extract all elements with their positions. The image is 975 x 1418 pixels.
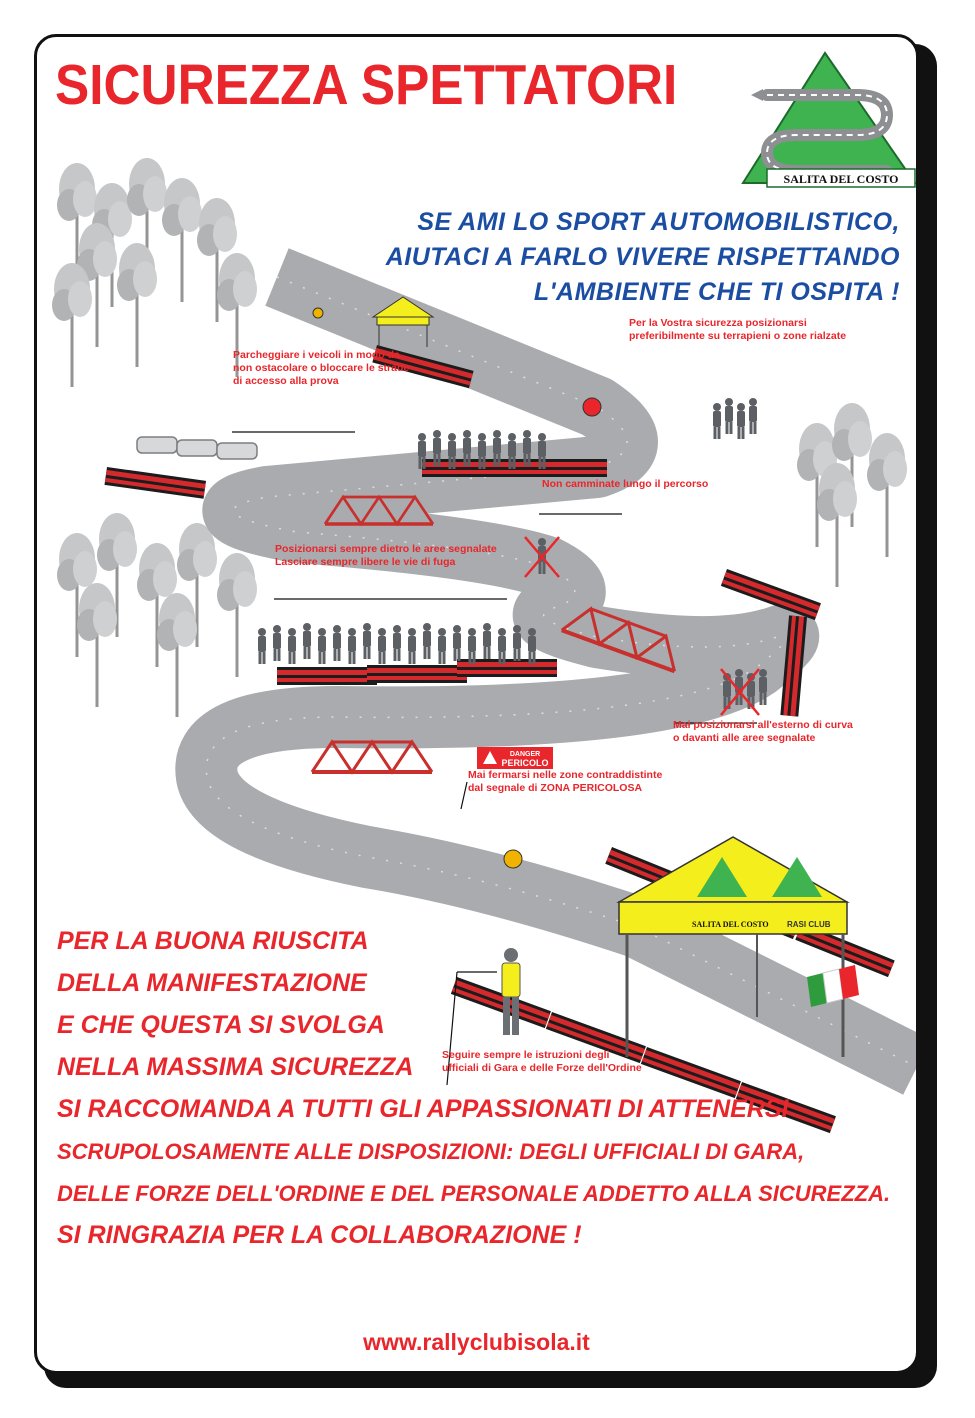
note-danger-zone: Mai fermarsi nelle zone contraddistinte dal segnale di ZONA PERICOLOSA — [468, 769, 663, 794]
note-outside-curve: Mai posizionarsi all'esterno di curva o davanti alle aree segnalate — [673, 719, 853, 744]
note-no-walking: Non camminate lungo il percorso — [542, 478, 709, 490]
appeal-line: PER LA BUONA RIUSCITA — [57, 927, 369, 955]
appeal-text — [57, 927, 890, 1250]
danger-sign-bottom: PERICOLO — [501, 758, 549, 768]
parked-cars-icon — [137, 437, 257, 459]
road-sign-icon — [583, 398, 601, 416]
appeal-line: SCRUPOLOSAMENTE ALLE DISPOSIZIONI: DEGLI UFFICIALI DI GARA, — [57, 1139, 805, 1164]
logo-text: SALITA DEL COSTO — [783, 172, 899, 186]
trees-left-top — [52, 158, 257, 387]
page-title: SICUREZZA SPETTATORI — [55, 53, 678, 117]
road-sign-icon — [313, 308, 323, 318]
note-parking: Parcheggiare i veicoli in modo da non ostacolare o bloccare le strade di accesso alla prova — [233, 349, 410, 387]
tent-club: RASI CLUB — [787, 920, 831, 929]
appeal-line: SI RACCOMANDA A TUTTI GLI APPASSIONATI DI ATTENERSI — [57, 1095, 789, 1123]
appeal-line: DELLE FORZE DELL'ORDINE E DEL PERSONALE ADDETTO ALLA SICUREZZA. — [57, 1181, 891, 1206]
tagline-line: L'AMBIENTE CHE TI OSPITA ! — [533, 278, 900, 306]
road-sign-icon — [504, 850, 522, 868]
website-link[interactable]: www.rallyclubisola.it — [363, 1329, 590, 1355]
appeal-line: E CHE QUESTA SI SVOLGA — [57, 1011, 385, 1039]
appeal-line: NELLA MASSIMA SICUREZZA — [57, 1053, 414, 1081]
danger-sign — [477, 747, 553, 769]
tagline-line: AIUTACI A FARLO VIVERE RISPETTANDO — [385, 243, 900, 271]
appeal-line: DELLA MANIFESTAZIONE — [57, 969, 367, 997]
safety-poster — [34, 34, 919, 1374]
tagline-line: SE AMI LO SPORT AUTOMOBILISTICO, — [417, 208, 900, 236]
spectators-crowd — [258, 623, 536, 664]
note-officials: Seguire sempre le istruzioni degli ufficiali di Gara e delle Forze dell'Ordine — [442, 1049, 642, 1074]
tent-label: SALITA DEL COSTO — [692, 920, 769, 929]
note-stay-behind: Posizionarsi sempre dietro le aree segnalate Lasciare sempre libere le vie di fuga — [275, 543, 497, 568]
appeal-line: SI RINGRAZIA PER LA COLLABORAZIONE ! — [57, 1221, 582, 1249]
danger-sign-top: DANGER — [509, 751, 541, 758]
note-raised-areas: Per la Vostra sicurezza posizionarsi preferibilmente su terrapieni o zone rialzate — [629, 317, 847, 342]
trees-right — [797, 403, 907, 587]
spectators-raised — [713, 398, 757, 439]
